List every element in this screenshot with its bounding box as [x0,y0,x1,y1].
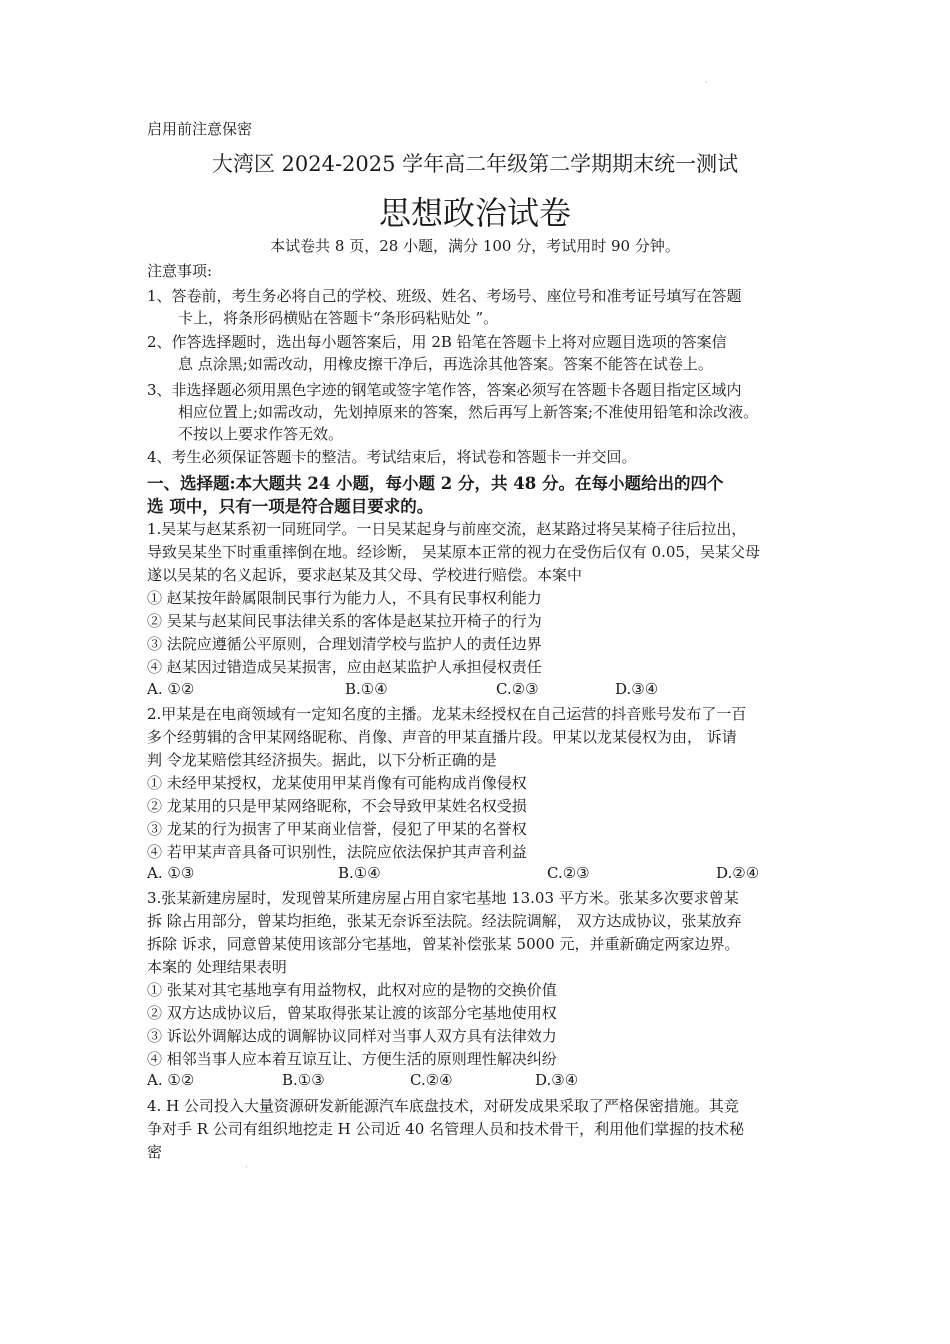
note-line: 卡上，将条形码横贴在答题卡“条形码粘贴处 ”。 [178,309,499,327]
statement: ③ 法院应遵循公平原则，合理划清学校与监护人的责任边界 [147,635,542,653]
statement: ① 赵某按年龄属限制民事行为能力人，不具有民事权利能力 [147,589,542,607]
statement: ④ 赵某因过错造成吴某损害，应由赵某监护人承担侵权责任 [147,658,542,676]
question-text: 导致吴某坐下时重重摔倒在地。经诊断， 吴某原本正常的视力在受伤后仅有 0.05，吴某父母 [147,543,760,561]
question-text: 拆除 诉求，同意曾某使用该部分宅基地，曾某补偿张某 5000 元，并重新确定两家边界。 [147,935,740,953]
option-a: A. ①② [147,1071,195,1089]
option-c: C.②③ [496,680,539,698]
statement: ② 龙某用的只是甲某网络昵称，不会导致甲某姓名权受损 [147,797,527,815]
option-a: A. ①③ [147,864,195,882]
option-d: D.③④ [535,1071,579,1089]
statement: ④ 相邻当事人应本着互谅互让、方便生活的原则理性解决纠纷 [147,1050,557,1068]
notes-heading: 注意事项: [147,262,213,280]
option-d: D.③④ [615,680,659,698]
question-text: 4. H 公司投入大量资源研发新能源汽车底盘技术，对研发成果采取了严格保密措施。其竞 [147,1097,739,1115]
statement: ① 张某对其宅基地享有用益物权，此权对应的是物的交换价值 [147,981,557,999]
note-line: 3、非选择题必须用黑色字迹的钢笔或签字笔作答，答案必须写在答题卡各题目指定区域内 [147,381,742,399]
question-text: 多个经剪辑的含甲某网络昵称、肖像、声音的甲某直播片段。甲某以龙某侵权为由， 诉请 [147,728,737,746]
confidential-label: 启用前注意保密 [147,120,253,138]
statement: ② 吴某与赵某间民事法律关系的客体是赵某拉开椅子的行为 [147,612,542,630]
question-text: 密 [147,1143,163,1161]
exam-title: 大湾区 2024-2025 学年高二年级第二学期期末统一测试 [211,152,739,176]
statement: ③ 诉讼外调解达成的调解协议同样对当事人双方具有法律效力 [147,1027,557,1045]
question-text: 拆 除占用部分，曾某均拒绝，张某无奈诉至法院。经法院调解， 双方达成协议，张某放弃 [147,912,742,930]
statement: ① 未经甲某授权，龙某使用甲某肖像有可能构成肖像侵权 [147,774,527,792]
option-b: B.①③ [282,1071,325,1089]
note-line: 息 点涂黑;如需改动，用橡皮擦干净后，再选涂其他答案。答案不能答在试卷上。 [178,355,713,373]
statement: ③ 龙某的行为损害了甲某商业信誉，侵犯了甲某的名誉权 [147,820,527,838]
note-line: 2、作答选择题时，选出每小题答案后，用 2B 铅笔在答题卡上将对应题目选项的答案信 [147,333,727,351]
question-text: 判 令龙某赔偿其经济损失。据此，以下分析正确的是 [147,751,497,769]
subject-title: 思想政治试卷 [378,194,571,232]
option-c: C.②③ [547,864,590,882]
option-c: C.②④ [410,1071,453,1089]
question-text: 争对手 R 公司有组织地挖走 H 公司近 40 名管理人员和技术骨干，利用他们掌握的技术秘 [147,1120,745,1138]
section-heading: 一、选择题:本大题共 24 小题，每小题 2 分，共 48 分。在每小题给出的四个 [147,474,724,493]
question-text: 3.张某新建房屋时，发现曾某所建房屋占用自家宅基地 13.03 平方米。张某多次要求曾某 [147,889,739,907]
note-line: 1、答卷前，考生务必将自己的学校、班级、姓名、考场号、座位号和准考证号填写在答题 [147,287,742,305]
section-heading: 选 项中，只有一项是符合题目要求的。 [147,497,434,516]
exam-meta: 本试卷共 8 页，28 小题，满分 100 分，考试用时 90 分钟。 [270,237,680,255]
note-line: 不按以上要求作答无效。 [178,425,344,443]
statement: ④ 若甲某声音具备可识别性，法院应依法保护其声音利益 [147,843,527,861]
option-b: B.①④ [338,864,381,882]
statement: ② 双方达成协议后，曾某取得张某让渡的该部分宅基地使用权 [147,1004,557,1022]
question-text: 遂以吴某的名义起诉，要求赵某及其父母、学校进行赔偿。本案中 [147,566,583,584]
question-text: 2.甲某是在电商领域有一定知名度的主播。龙某未经授权在自己运营的抖音账号发布了一百 [147,705,747,723]
option-d: D.②④ [716,864,760,882]
option-b: B.①④ [345,680,388,698]
note-line: 4、考生必须保证答题卡的整洁。考试结束后，将试卷和答题卡一并交回。 [147,448,637,466]
scan-mark: · [705,78,708,87]
question-text: 1.吴某与赵某系初一同班同学。一日吴某起身与前座交流，赵某路过将吴某椅子往后拉出， [147,520,747,538]
scan-mark: · [245,1163,248,1172]
question-text: 本案的 处理结果表明 [147,958,287,976]
option-a: A. ①② [147,680,195,698]
note-line: 相应位置上;如需改动，先划掉原来的答案，然后再写上新答案;不准使用铅笔和涂改液。 [178,403,759,421]
